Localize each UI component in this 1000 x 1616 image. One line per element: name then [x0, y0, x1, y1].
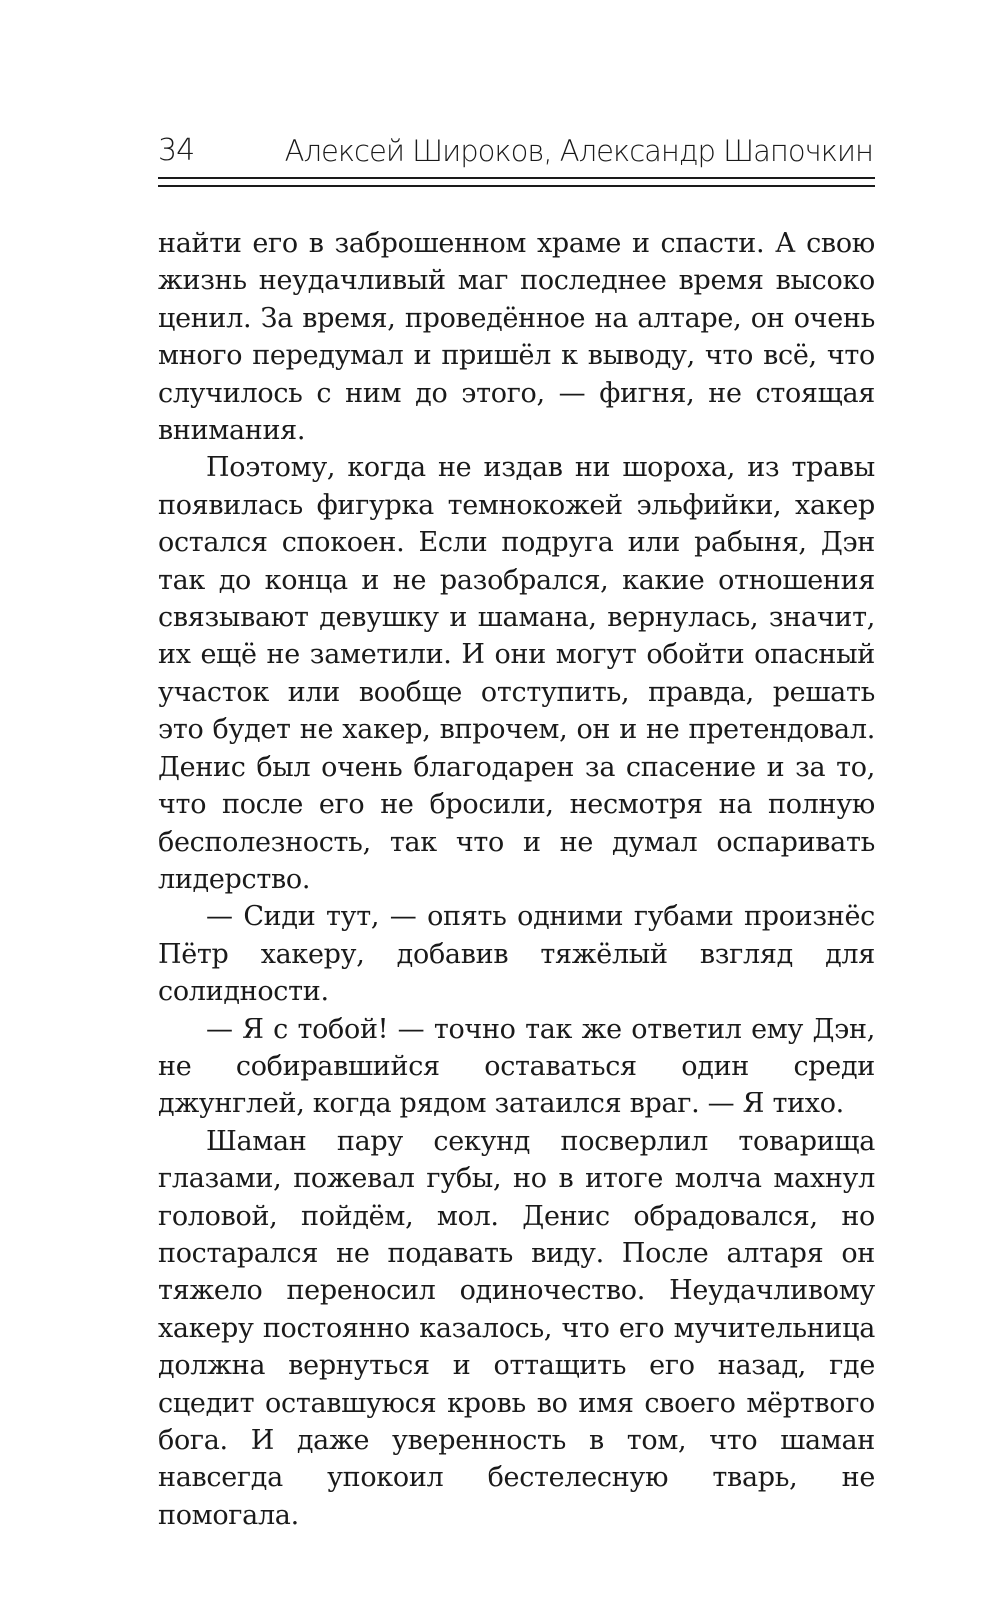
paragraph: найти его в заброшенном храме и спасти. А свою жизнь неудачливый маг последнее время высоко ценил. За время, проведённое на алтаре, он очень много передумал и пришёл к выводу, что всё, что случилось с ним до этого, — фигня, не стоящая внимания.: [158, 228, 875, 447]
header-rule-bottom: [158, 185, 875, 187]
body-text: [158, 225, 875, 1534]
page-number: 34: [158, 133, 195, 168]
paragraph: Поэтому, когда не издав ни шороха, из травы появилась фигурка темнокожей эльфийки, хакер остался спокоен. Если подруга или рабыня, Дэн так до конца и не разобрался, какие отношения связывают девушку и шамана, вернулась, значит, их ещё не заметили. И они могут обойти опасный участок или вообще отступить, правда, решать это будет не хакер, впрочем, он и не претендовал. Денис был очень благодарен за спасение и за то, что после его не бросили, несмотря на полную бесполезность, так что и не думал оспаривать лидерство.: [158, 452, 875, 895]
header-rule-top: [158, 177, 875, 179]
page-header: [158, 124, 875, 176]
paragraph: — Сиди тут, — опять одними губами произнёс Пётр хакеру, добавив тяжёлый взгляд для солидности.: [158, 901, 875, 1008]
book-page: [158, 0, 875, 1616]
running-head: Алексей Широков, Александр Шапочкин: [284, 134, 873, 168]
paragraph: Шаман пару секунд посверлил товарища глазами, пожевал губы, но в итоге молча махнул головой, пойдём, мол. Денис обрадовался, но постарался не подавать виду. После алтаря он тяжело переносил одиночество. Неудачливому хакеру постоянно казалось, что его мучительница должна вернуться и оттащить его назад, где сцедит оставшуюся кровь во имя своего мёртвого бога. И даже уверенность в том, что шаман навсегда упокоил бестелесную тварь, не помогала.: [158, 1125, 875, 1531]
paragraph: — Я с тобой! — точно так же ответил ему Дэн, не собиравшийся оставаться один среди джунглей, когда рядом затаился враг. — Я тихо.: [158, 1013, 875, 1120]
